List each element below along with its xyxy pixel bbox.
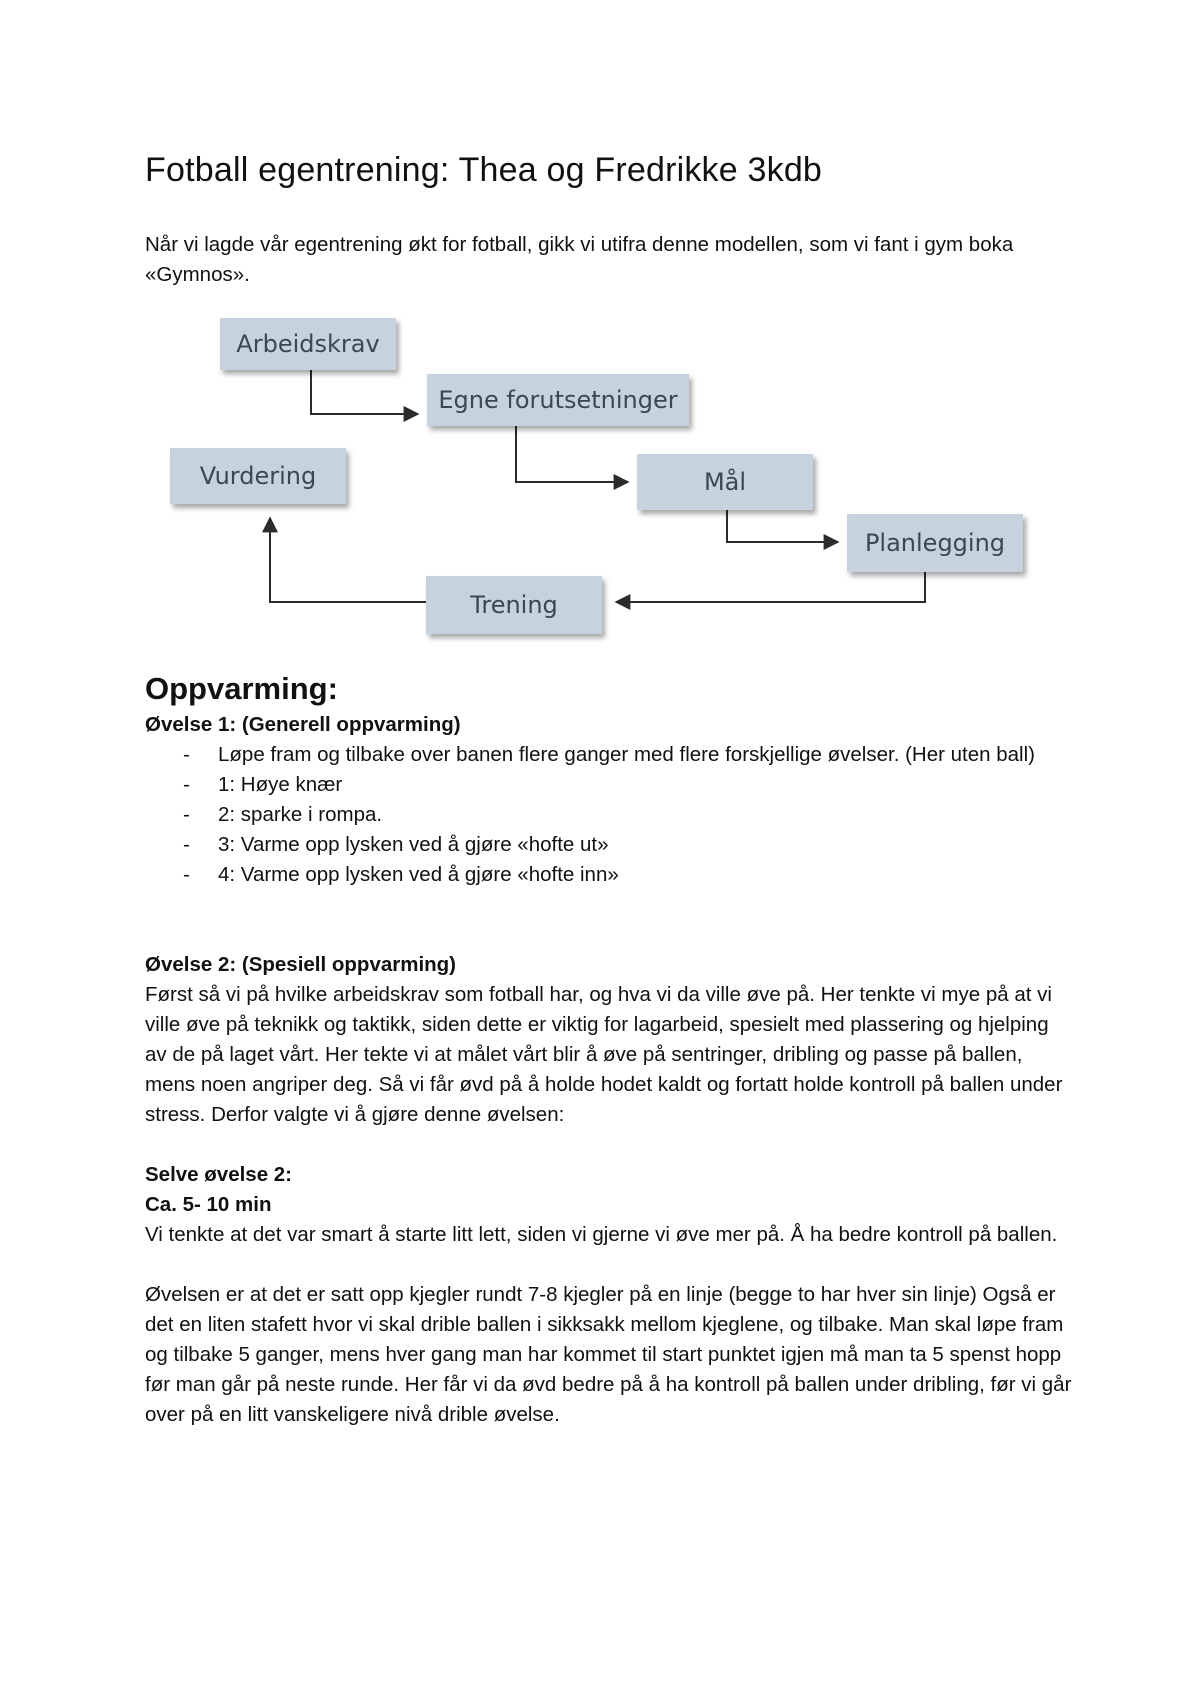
selve-ovelse-title: Selve øvelse 2: [145,1163,293,1186]
list-item: - Løpe fram og tilbake over banen flere ganger med flere forskjellige øvelser. (Her uten ball) [145,740,1075,770]
ovelse2-title: Øvelse 2: (Spesiell oppvarming) [145,953,457,976]
intro-paragraph: Når vi lagde vår egentrening økt for fotball, gikk vi utifra denne modellen, som vi fant i gym boka «Gymnos». [145,233,1014,286]
box-arbeidskrav: Arbeidskrav [220,318,396,370]
arrow-trening-to-vurdering [270,518,426,602]
arrow-planlegging-to-trening [616,572,925,602]
selve-ovelse-paragraph: Vi tenkte at det var smart å starte litt lett, siden vi gjerne vi øve mer på. Å ha bedre kontroll på ballen. [145,1223,1058,1246]
ovelse1-title: Øvelse 1: (Generell oppvarming) [145,713,461,736]
ovelse-description-paragraph: Øvelsen er at det er satt opp kjegler rundt 7-8 kjegler på en linje (begge to har hver sin linje) Også er det en liten stafett hvor vi skal drible ballen i sikksakk mellom kjeglene, og tilbake. Man skal løpe fram og tilbake 5 ganger, mens hver gang man har kommet til start punktet igjen må man ta 5 spenst hopp før man går på neste runde. Her får vi da øvd bedre på å ha kontroll på ballen under dribling, før vi går over på en litt vanskeligere nivå drible øvelse. [145,1283,1072,1426]
arrow-arbeidskrav-to-egne [311,370,418,414]
arrow-egne-to-maal [516,426,628,482]
arrow-maal-to-planlegging [727,510,838,542]
oppvarming-heading: Oppvarming: [145,671,338,706]
selve-ovelse-time: Ca. 5- 10 min [145,1193,272,1216]
list-item: - 4: Varme opp lysken ved å gjøre «hofte inn» [145,860,1075,890]
list-item: - 1: Høye knær [145,770,1075,800]
ovelse2-paragraph: Først så vi på hvilke arbeidskrav som fotball har, og hva vi da ville øve på. Her tenkte vi mye på at vi ville øve på teknikk og taktikk, siden dette er viktig for lagarbeid, spesielt med plassering og hjelping av de på laget vårt. Her tekte vi at målet vårt blir å øve på sentringer, dribling og passe på ballen, mens noen angriper deg. Så vi får øvd på å holde hodet kaldt og fortatt holde kontroll på ballen under stress. Derfor valgte vi å gjøre denne øvelsen: [145,983,1063,1126]
page-title: Fotball egentrening: Thea og Fredrikke 3kdb [145,151,823,189]
list-item: - 2: sparke i rompa. [145,800,1075,830]
box-maal: Mål [637,454,813,510]
box-egne-forutsetninger: Egne forutsetninger [427,374,689,426]
oppvarming-section [145,668,1075,1430]
document-header [145,150,1065,290]
box-trening: Trening [426,576,602,634]
box-planlegging: Planlegging [847,514,1023,572]
ovelse1-list [145,740,1075,890]
box-vurdering: Vurdering [170,448,346,504]
list-item: - 3: Varme opp lysken ved å gjøre «hofte ut» [145,830,1075,860]
training-model-diagram [160,318,1040,658]
